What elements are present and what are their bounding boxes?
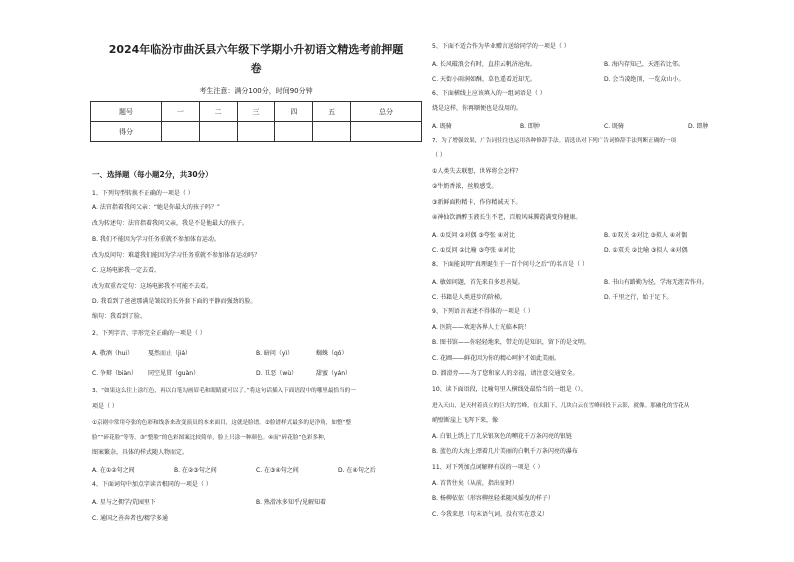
q8-stem: 8、下面能说明“真理诞生于一百个问号之后”的名言是（ ）	[432, 261, 588, 268]
q7-option-d: D. ①双关 ②比喻 ③拟人 ④对偶	[604, 247, 688, 254]
q2-option-d2: 甜蜜（yán）	[316, 370, 352, 377]
score-header-cell: 一	[161, 102, 199, 122]
q8-option-a: A. 敏如问题，首先来自多思善疑。	[432, 279, 524, 286]
q9-option-c: C. 花圃——鲜花因为你的精心呵护才如此美丽。	[432, 355, 561, 362]
q1-option-c: C. 这场电影我一定去看。	[92, 267, 161, 274]
q7-option-c: C. ①反问 ②比喻 ③夸张 ④对比	[432, 247, 516, 254]
q10-option-a: A. 白银上绣上了几朵银灰色的嗍花千万条闪亮的银链	[432, 433, 572, 440]
title-line-2: 卷	[250, 62, 262, 75]
q1-option-d-text: 缩句：我看到了脸。	[92, 313, 147, 320]
q2-option-a1: A. 敬酒（hui）	[92, 350, 134, 357]
q2-option-c1: C. 争辩（biàn）	[92, 370, 137, 377]
q2-option-d1: D. 丑恶（wù）	[256, 370, 298, 377]
q7-line-1: ①人类失去联想，世界将会怎样？	[432, 168, 522, 175]
q11-option-b: B. 杨柳依依（形容柳丝轻柔随风摇曳的样子）	[432, 495, 554, 502]
q8-option-d: D. 千里之行，始于足下。	[604, 294, 673, 301]
q3-passage-3: 图案繁杂，具体的样式随人物而定。	[92, 449, 189, 456]
q3-option-c: C. 在③④句之间	[256, 467, 299, 474]
q4-option-b: B. 熟滑冰多知乎/见解知着	[256, 499, 326, 506]
q5-option-b: B. 海内存知己，天涯若比邻。	[604, 61, 684, 68]
q7-option-b: B. ①双关 ②对比 ③拟人 ④对偶	[604, 232, 688, 239]
q11-option-a: A. 首昔往矣（从前，指出征时）	[432, 480, 518, 487]
exam-info: 考生注意：满分100分，时间90分钟	[199, 87, 313, 95]
q1-option-a-text: 改为转述句：法官指着我问父亲，我是不是他最大的孩子。	[92, 220, 249, 227]
score-cell	[199, 122, 237, 142]
q7-line-3: ③新鲜面粉精卡，作你精诚天下。	[432, 199, 522, 206]
q6-option-c: C. 既骑	[604, 123, 625, 130]
score-header-cell: 五	[313, 102, 351, 122]
section-heading: 一、选择题（每小题2分，共30分）	[92, 170, 213, 179]
q4-option-c: C. 通国之善奔者也/精学多通	[92, 515, 169, 522]
q9-option-a: A. 医院——欢迎各界人士光临本院！	[432, 324, 530, 331]
q5-option-c: C. 天街小雨润如酥，草色遥看近却无。	[432, 76, 537, 83]
score-cell	[275, 122, 313, 142]
q9-option-d: D. 溜滑旁——为了您和家人的幸福，请注意交通安全。	[432, 370, 579, 377]
q6-sentence: 烧是这样，你再顺便也是没用的。	[432, 105, 523, 112]
score-cell	[313, 122, 351, 142]
q4-option-a: A. 星与之拥学/荒园里下	[92, 499, 156, 506]
score-row	[91, 122, 422, 142]
q2-option-b1: B. 暗问（yì）	[256, 350, 294, 357]
q1-option-b-text: 改为反问句：难道我们能因为学习任务重就不参加体育运动吗？	[92, 252, 261, 259]
q2-option-b2: 蜘蛛（qǒ）	[316, 350, 348, 357]
q7-line-4: ④神仙饮酒醉玉液长生不老，百般风味腾霞满变你健康。	[432, 214, 582, 221]
q10-stem: 10、读下面语段，比喻句里人横线处最恰当的一组是（）。	[432, 386, 587, 393]
score-header-cell: 二	[199, 102, 237, 122]
q5-option-d: D. 会当凌绝顶，一览众山小。	[604, 76, 685, 83]
score-table	[90, 101, 422, 142]
q7-stem: 7、为了增强效果，广告词往往也运用各种修辞手法。请选出对下列广告词修辞手法判断正确的一项	[432, 138, 677, 144]
score-row-label: 得分	[91, 122, 162, 142]
q10-passage-1: 进入天山，是天村着真立的巨大的雪峰，在太阳下，几块白云在雪峰间投下云影，就像。那融化的雪花从	[432, 403, 690, 409]
q10-passage-2: 峭壁断崖上飞泻下来，像	[432, 417, 499, 424]
score-header-cell: 题号	[91, 102, 162, 122]
q7-line-2: ②牛奶香浓，丝般感受。	[432, 183, 498, 190]
score-header-cell: 总分	[351, 102, 422, 122]
q3-stem-cont: 项是（ ）	[92, 403, 118, 410]
score-header-cell: 三	[237, 102, 275, 122]
q7-option-a: A. ①反问 ②对偶 ③夸张 ④对比	[432, 232, 516, 239]
q11-stem: 11、对下列加点词解释有误的一项是（ ）	[432, 464, 544, 471]
q7-stem-cont: （ ）	[432, 152, 446, 159]
q1-option-a: A. 法官指着我问父亲：“她是你最大的孩子吗？”	[92, 204, 221, 211]
score-cell	[161, 122, 199, 142]
q3-passage-1: ①京剧中常用夸张的色彩和线条来改变演员的本来面目，这就是脸谱。②脸谱样式最多的是净角，如整“整	[92, 420, 352, 426]
q1-option-b: B. 我们不能因为学习任务重就不参加体育运动。	[92, 236, 220, 243]
q9-stem: 9、下列语言表述不得体的一项是（ ）	[432, 308, 534, 315]
q2-stem: 2、下列字音、字形完全正确的一项是（ ）	[92, 330, 206, 337]
q4-stem: 4、下面词句中加点字读音根同的一项是（ ）	[92, 481, 212, 488]
score-cell	[351, 122, 422, 142]
q11-option-c: C. 今我来思（句末语气词，没有实在意义）	[432, 511, 549, 518]
q6-option-b: B. 即肿	[520, 123, 540, 130]
q8-option-b: B. 书山有路勤为径，学海无涯苦作舟。	[604, 279, 708, 286]
q3-stem: 3、“如果这么往上涂红色，再以白笔勾画眉毛和眼睛就可以了。”将这句话插入下面语段中的哪里最恰当的一	[92, 388, 356, 394]
q1-option-c-text: 改为双重否定句：这场电影我不可能不去看。	[92, 283, 213, 290]
score-header-cell: 四	[275, 102, 313, 122]
q1-option-d: D. 我看到了爸爸那满是皱纹的长外套下面的平静而强劲的脸。	[92, 298, 257, 305]
q3-option-a: A. 在①②句之间	[92, 467, 135, 474]
title-line-1: 2024年临汾市曲沃县六年级下学期小升初语文精选考前押题	[108, 43, 404, 56]
q5-option-a: A. 长风破浪会有时，直挂云帆济沧海。	[432, 61, 536, 68]
q3-option-d: D. 在④句之后	[338, 467, 376, 474]
q6-option-a: A. 既骑	[432, 123, 452, 130]
q3-option-b: B. 在②③句之间	[174, 467, 217, 474]
q1-stem: 1、下列句型转换不正确的一项是（ ）	[92, 190, 194, 197]
q3-passage-2: 脸”“碎花脸”等等。③“整脸”的色彩图案比较简单，脸上只涂一种颜色。④而“碎花脸”色彩多种，	[92, 435, 330, 441]
q5-stem: 5、下面不适合作为毕业赠言送给同学的一项是（ ）	[432, 43, 570, 50]
q2-option-c2: 同空见贯（guàn）	[148, 370, 200, 377]
q6-stem: 6、下面横线上应该填入的一组词语是（ ）	[432, 90, 546, 97]
score-header-row	[91, 102, 422, 122]
q8-option-c: C. 书籍是人类进步的阶梯。	[432, 294, 507, 301]
q6-option-d: D. 即肿	[688, 123, 709, 130]
q2-option-a2: 戛然而止（jiá）	[148, 350, 192, 357]
q10-option-b: B. 蓝色的大海上漂着几片美丽的白帆千万条闪亮的瀑布	[432, 448, 578, 455]
q9-option-b: B. 图书馆——你轻轻地来，带走的是知识，留下的是文明。	[432, 339, 590, 346]
score-cell	[237, 122, 275, 142]
